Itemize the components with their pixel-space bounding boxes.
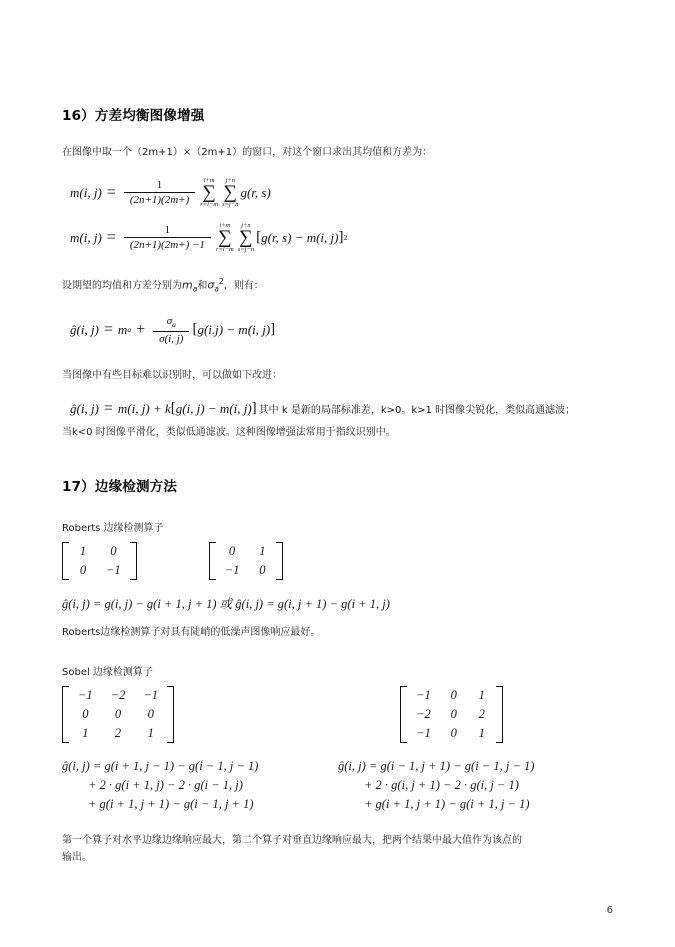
matrix-cell: 1 [147,725,154,740]
formula-mean [62,177,614,208]
sobel-equations [62,757,614,814]
sum-upper-limit: j+n [241,222,251,229]
formula-variance-eq: = [106,228,116,246]
roberts-note: Roberts边缘检测算子对具有陡峭的低澡声图像响应最好。 [62,626,321,638]
sigma-a-sub: a [172,320,176,330]
sigma-a: σ [166,315,173,328]
sum-upper-limit: j+n [225,177,235,184]
section-17-heading: 17）边缘检测方法 [62,478,178,495]
expected-post: ，则有： [223,280,264,292]
roberts-title: Roberts 边缘检测算子 [62,522,164,534]
formula-improved-bracket-close: ] [251,400,257,417]
formula-variance-sum-outer [216,222,234,253]
bracket-right [276,542,283,580]
formula-enhanced-plus: + [136,320,146,338]
matrix-cell: −1 [78,687,93,702]
formula-improved-tail: 其中 k 是新的局部标准差，k>0。k>1 时图像尖锐化，类似高通滤波； [258,405,576,417]
sobel-note-line2: 输出。 [62,851,92,863]
formula-enhanced [62,315,614,344]
sobel-matrix-left [62,686,174,743]
sum-symbol: ∑ [239,227,253,248]
bracket-right [167,686,174,743]
section-16-text-improve: 当图像中有些目标难以识别时，可以做如下改进： [62,369,282,381]
matrix-cell: 0 [114,706,122,721]
bracket-right [130,542,137,580]
matrix-cell: 0 [79,562,87,577]
matrix-cell: −2 [110,687,126,702]
section-16-heading: 16）方差均衡图像增强 [62,108,205,124]
sum-upper-limit: i+m [219,222,231,229]
section-16-text-smooth: 当k<0 时图像平滑化，类似低通滤波。这种图像增强法常用于指纹识别中。 [62,426,396,438]
formula-variance-lhs: m(i, j) [70,229,102,245]
formula-enhanced-lhs: ĝ(i, j) [70,321,99,337]
formula-variance-body: g(r, s) − m(i, j) [261,229,339,245]
matrix-cell: −1 [143,687,159,702]
formula-mean-sum-outer [200,177,218,208]
bracket-left [62,542,69,580]
formula-enhanced-ma-sub: a [127,325,132,335]
matrix-cell: 2 [114,725,122,740]
expected-sigma-sub: a [214,284,219,294]
bracket-left [62,686,69,743]
page-number: 6 [606,905,613,916]
roberts-equation: ĝ(i, j) = g(i, j) − g(i + 1, j + 1) 或 ĝ(i, j) = g(i, j + 1) − g(i + 1, j) [62,596,390,611]
formula-variance [62,222,614,253]
formula-mean-numerator: 1 [156,179,163,191]
sobel-eq-left-line2: + 2 · g(i + 1, j) − 2 · g(i − 1, j) [88,777,243,792]
sobel-title: Sobel 边缘检测算子 [62,666,153,678]
matrix-cell: 1 [478,687,485,702]
sobel-matrices [62,686,614,743]
matrix-cell: 1 [259,543,266,558]
formula-enhanced-bracket-open: [ [192,321,198,338]
sum-lower-limit: s=j−n [237,246,255,253]
matrix-cell: 1 [82,725,89,740]
formula-improved-body1: m(i, j) + k [117,400,171,416]
matrix-cell: 1 [79,543,87,558]
bracket-right [496,686,503,743]
matrix-cell: 0 [450,687,457,702]
matrix-cell: 0 [228,543,236,558]
expected-sigma: σ [207,278,215,292]
section-16 [62,104,614,441]
formula-mean-fraction [124,179,195,206]
formula-mean-eq: = [106,183,116,201]
bracket-left [400,686,407,743]
matrix-cell: 0 [110,543,117,558]
section-16-intro: 在图像中取一个（2m+1）×（2m+1）的窗口，对这个窗口求出其均值和方差为： [62,147,433,158]
formula-improved [62,400,614,418]
formula-improved-bracket-open: [ [170,400,176,417]
sum-symbol: ∑ [223,182,238,203]
sobel-eq-right-line3: + g(i + 1, j + 1) − g(i + 1, j − 1) [364,796,530,811]
matrix-cell: 0 [450,725,457,740]
formula-enhanced-numerator [161,315,182,330]
expected-mid: 和 [197,280,208,292]
expected-m: m [182,278,193,292]
roberts-matrices [62,542,614,580]
formula-variance-denominator: (2n+1)(2m+) −1 [124,237,211,251]
formula-enhanced-bracket-close: ] [270,321,276,338]
formula-improved-lhs: ĝ(i, j) [70,400,99,416]
matrix-cell: −2 [416,706,431,721]
expected-pre: 设期望的均值和方差分别为 [62,280,182,292]
formula-enhanced-body: g(i.j) − m(i, j) [197,321,271,337]
matrix-cell: −1 [416,725,431,740]
sum-symbol: ∑ [218,227,232,248]
sobel-eq-right-line2: + 2 · g(i, j + 1) − 2 · g(i, j − 1) [364,777,519,792]
formula-variance-bracket-close: ] [338,229,344,245]
formula-mean-denominator: (2n+1)(2m+) [124,192,195,206]
sobel-note [62,832,614,866]
section-17 [62,475,614,866]
formula-variance-bracket-open: [ [256,229,262,245]
formula-mean-body: g(r, s) [240,184,271,200]
matrix-cell: 0 [147,706,154,721]
matrix-cell: 2 [478,706,485,721]
formula-variance-exponent: 2 [343,233,348,242]
expected-sigma-exp: 2 [218,277,224,286]
section-16-text-expected [62,273,614,297]
roberts-matrix-left [62,542,137,580]
sum-upper-limit: i+m [203,177,215,184]
formula-enhanced-fraction [153,315,189,344]
sobel-eq-left-line3: + g(i + 1, j + 1) − g(i − 1, j + 1) [88,796,254,811]
formula-mean-lhs: m(i, j) [70,184,102,200]
bracket-left [209,542,216,580]
matrix-cell: −1 [106,562,121,577]
sobel-note-line1: 第一个算子对水平边缘边缘响应最大，第二个算子对垂直边缘响应最大，把两个结果中最大值作为该点的 [62,834,522,846]
matrix-cell: 0 [450,706,457,721]
sum-lower-limit: s=j−n [222,201,239,208]
formula-enhanced-denominator: σ(i, j) [153,331,189,345]
sum-lower-limit: r=i−m [215,246,234,253]
sobel-matrix-right [400,686,503,743]
formula-variance-fraction [124,224,211,251]
sobel-eq-left-line1: ĝ(i, j) = g(i + 1, j − 1) − g(i − 1, j − 1) [62,758,259,773]
matrix-cell: 0 [259,562,266,577]
matrix-cell: −1 [416,687,431,702]
formula-variance-sum-inner [238,222,254,253]
formula-variance-numerator: 1 [164,224,171,236]
sobel-eq-right-line1: ĝ(i, j) = g(i − 1, j + 1) − g(i − 1, j − 1) [338,758,535,773]
formula-enhanced-eq: = [103,320,113,338]
matrix-cell: 0 [82,706,89,721]
formula-enhanced-ma: m [117,321,128,337]
sobel-equation-right [338,757,614,814]
matrix-cell: −1 [224,562,240,577]
expected-m-sub: a [192,284,198,294]
sum-symbol: ∑ [202,182,216,203]
roberts-matrix-right [209,542,284,580]
formula-improved-body2: g(i, j) − m(i, j) [175,400,252,416]
page-content [62,104,614,866]
sobel-equation-left [62,757,338,814]
formula-improved-eq: = [103,399,113,417]
formula-mean-sum-inner [222,177,238,208]
sum-lower-limit: r=i−m [200,201,219,208]
matrix-cell: 1 [478,725,485,740]
